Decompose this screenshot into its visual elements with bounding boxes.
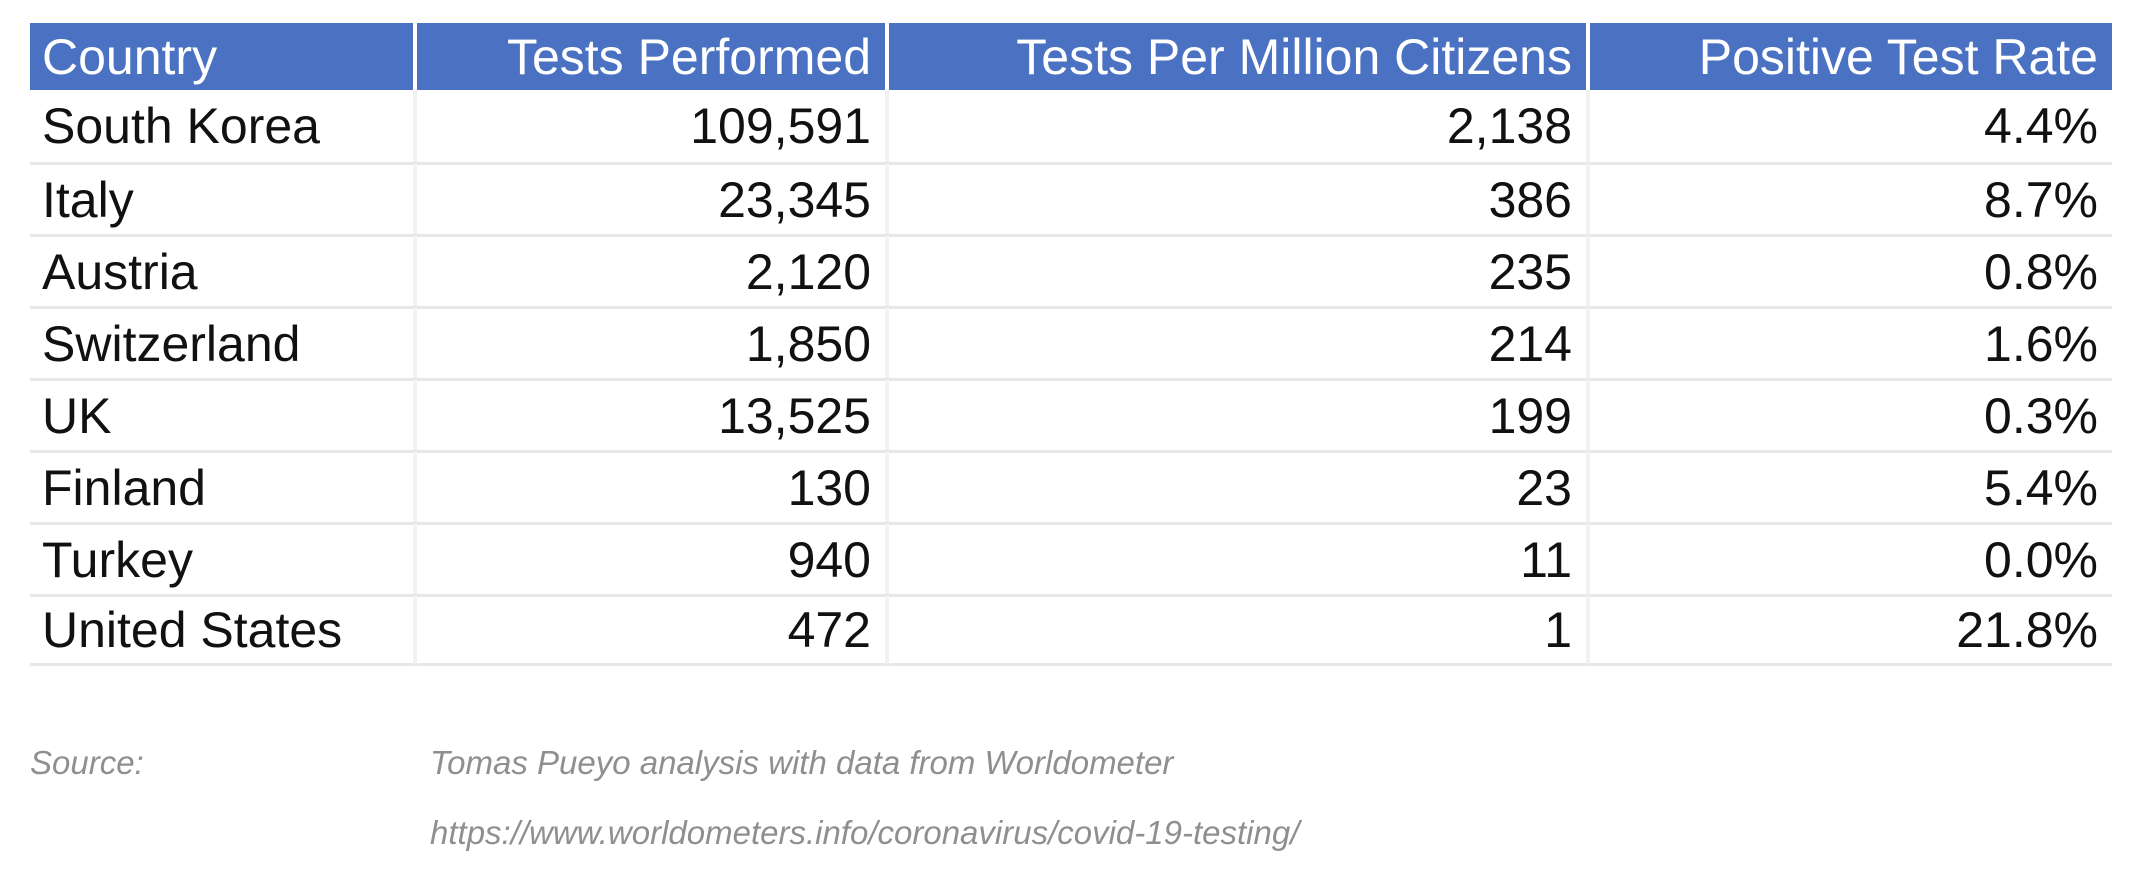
table-body [30, 90, 2112, 666]
source-url: https://www.worldometers.info/coronavirus/covid-19-testing/ [430, 814, 1300, 852]
value-cell: 13,525 [417, 378, 889, 450]
column-header-positive-test-rate: Positive Test Rate [1590, 23, 2112, 90]
value-cell: 23 [889, 450, 1590, 522]
value-cell: 235 [889, 234, 1590, 306]
country-cell: United States [30, 594, 417, 666]
value-cell: 1.6% [1590, 306, 2112, 378]
value-cell: 23,345 [417, 162, 889, 234]
table-row [30, 90, 2112, 162]
value-cell: 0.3% [1590, 378, 2112, 450]
value-cell: 5.4% [1590, 450, 2112, 522]
country-cell: Austria [30, 234, 417, 306]
value-cell: 199 [889, 378, 1590, 450]
value-cell: 0.8% [1590, 234, 2112, 306]
source-note [30, 742, 1299, 876]
country-cell: Finland [30, 450, 417, 522]
country-cell: Switzerland [30, 306, 417, 378]
value-cell: 386 [889, 162, 1590, 234]
column-header-tests-performed: Tests Performed [417, 23, 889, 90]
value-cell: 21.8% [1590, 594, 2112, 666]
country-cell: Italy [30, 162, 417, 234]
column-header-country: Country [30, 23, 417, 90]
source-attribution: Tomas Pueyo analysis with data from Worldometer [430, 744, 1174, 781]
source-lines [430, 742, 1299, 876]
value-cell: 940 [417, 522, 889, 594]
value-cell: 109,591 [417, 90, 889, 162]
value-cell: 4.4% [1590, 90, 2112, 162]
table-row [30, 234, 2112, 306]
country-cell: South Korea [30, 90, 417, 162]
value-cell: 1 [889, 594, 1590, 666]
table-row [30, 594, 2112, 666]
value-cell: 2,138 [889, 90, 1590, 162]
header-row [30, 23, 2112, 90]
value-cell: 2,120 [417, 234, 889, 306]
value-cell: 1,850 [417, 306, 889, 378]
value-cell: 0.0% [1590, 522, 2112, 594]
country-cell: UK [30, 378, 417, 450]
table-row [30, 306, 2112, 378]
value-cell: 214 [889, 306, 1590, 378]
source-label: Source: [30, 744, 144, 781]
country-cell: Turkey [30, 522, 417, 594]
table-row [30, 162, 2112, 234]
testing-data-table [30, 23, 2112, 666]
table-row [30, 378, 2112, 450]
table-row [30, 522, 2112, 594]
value-cell: 472 [417, 594, 889, 666]
value-cell: 8.7% [1590, 162, 2112, 234]
column-header-tests-per-million: Tests Per Million Citizens [889, 23, 1590, 90]
value-cell: 130 [417, 450, 889, 522]
table-row [30, 450, 2112, 522]
value-cell: 11 [889, 522, 1590, 594]
